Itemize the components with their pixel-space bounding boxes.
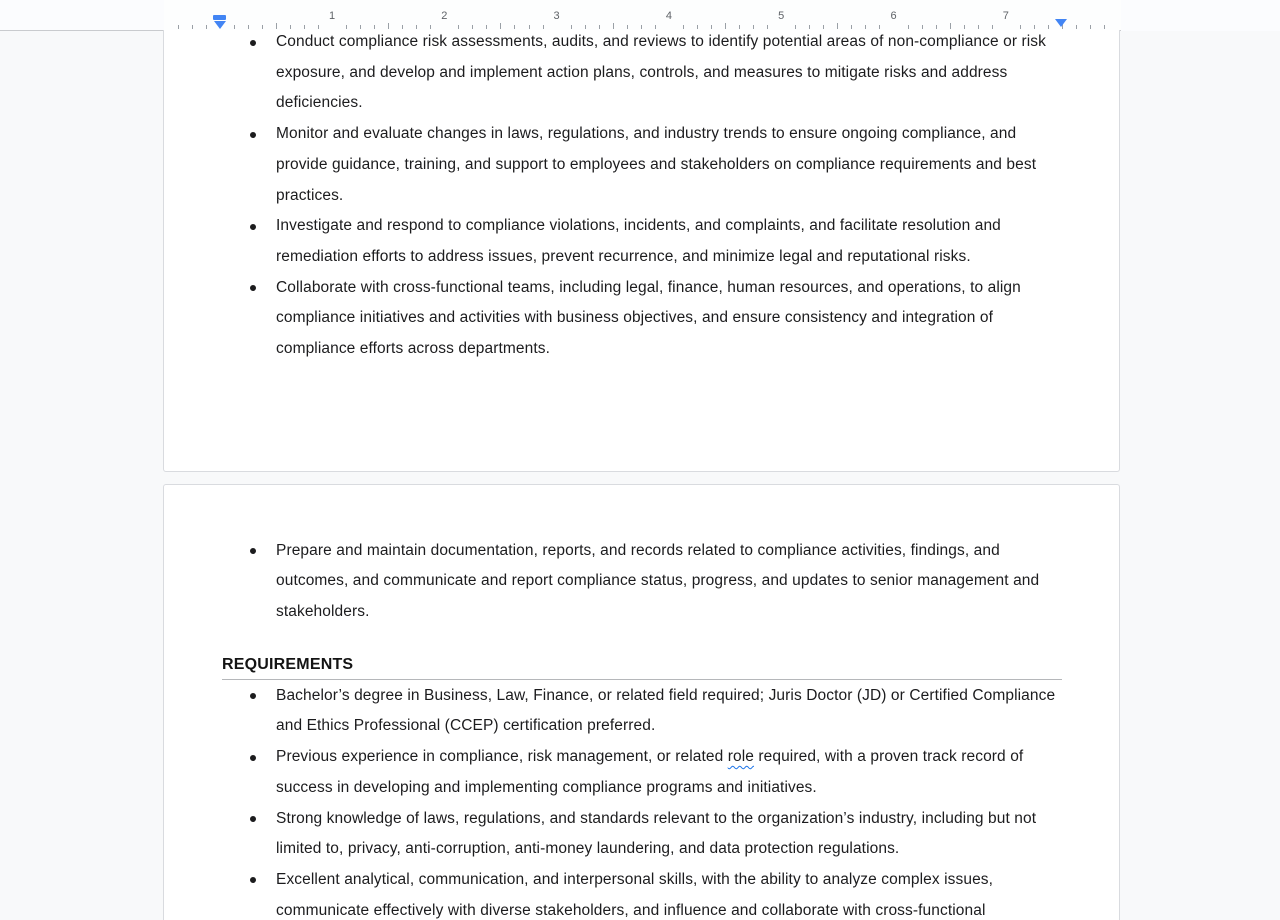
right-indent-triangle[interactable] bbox=[1055, 19, 1067, 27]
bullet-dot bbox=[250, 877, 256, 883]
bullet-text: Investigate and respond to compliance violations, incidents, and complaints, and facilitate resolution and remediation efforts to address issues, prevent recurrence, and minimize legal and reputational risks. bbox=[276, 217, 1001, 265]
ruler-inch-label: 7 bbox=[1002, 10, 1009, 22]
bullet-item[interactable] bbox=[276, 804, 1062, 865]
bullet-item[interactable] bbox=[276, 536, 1062, 628]
ruler-inch-label: 3 bbox=[553, 10, 560, 22]
right-indent-marker[interactable] bbox=[1055, 19, 1067, 27]
bullet-item[interactable] bbox=[276, 742, 1062, 803]
bullet-item[interactable] bbox=[276, 273, 1062, 365]
bullet-text: Excellent analytical, communication, and interpersonal skills, with the ability to analyze complex issues, communicate effectively with diverse stakeholders, and influence and collaborate with cross-functional bbox=[276, 870, 994, 919]
bullet-text: Conduct compliance risk assessments, audits, and reviews to identify potential areas of non-compliance or risk exposure, and develop and implement action plans, controls, and measures to mitigate risks and address deficiencies. bbox=[276, 33, 1046, 112]
horizontal-ruler[interactable] bbox=[164, 0, 1121, 30]
bullet-dot bbox=[250, 285, 256, 291]
grammar-suggestion-word[interactable]: role bbox=[727, 748, 754, 766]
requirements-heading[interactable]: REQUIREMENTS bbox=[222, 654, 1062, 680]
bullet-item[interactable] bbox=[276, 119, 1062, 211]
page-1-content bbox=[164, 27, 1119, 365]
bullet-text bbox=[276, 748, 1023, 796]
first-line-indent-marker[interactable] bbox=[213, 15, 226, 20]
bullet-item[interactable] bbox=[276, 681, 1062, 742]
bullet-dot bbox=[250, 755, 256, 761]
requirements-list bbox=[276, 681, 1062, 920]
bullet-dot bbox=[250, 40, 256, 46]
bullet-item[interactable] bbox=[276, 211, 1062, 272]
ruler-inch-label: 6 bbox=[890, 10, 897, 22]
ruler-inch-label: 4 bbox=[665, 10, 672, 22]
ruler-inch-label: 2 bbox=[441, 10, 448, 22]
document-page-1[interactable] bbox=[163, 30, 1120, 472]
bullet-dot bbox=[250, 693, 256, 699]
document-canvas bbox=[0, 31, 1280, 920]
bullet-text: Prepare and maintain documentation, reports, and records related to compliance activities, findings, and outcomes, and communicate and report compliance status, progress, and updates to senior management and stakeholders. bbox=[276, 541, 1040, 620]
responsibilities-list bbox=[276, 27, 1062, 365]
document-page-2[interactable] bbox=[163, 484, 1120, 920]
bullet-text: Bachelor’s degree in Business, Law, Finance, or related field required; Juris Doctor (JD) or Certified Compliance and Ethics Professional (CCEP) certification preferred. bbox=[276, 686, 1056, 735]
bullet-dot bbox=[250, 132, 256, 138]
page-2-content bbox=[164, 485, 1119, 920]
bullet-text: Collaborate with cross-functional teams, including legal, finance, human resources, and operations, to align compliance initiatives and activities with business objectives, and ensure consistency and integration of compliance efforts across departments. bbox=[276, 278, 1021, 358]
bullet-dot bbox=[250, 548, 256, 554]
bullet-text: Monitor and evaluate changes in laws, regulations, and industry trends to ensure ongoing compliance, and provide guidance, training, and support to employees and stakeholders on compliance requirements and best practices. bbox=[276, 125, 1037, 204]
bullet-text-segment: Previous experience in compliance, risk management, or related bbox=[276, 748, 728, 766]
bullet-text: Strong knowledge of laws, regulations, and standards relevant to the organization’s industry, including but not limited to, privacy, anti-corruption, anti-money laundering, and data protection regulations. bbox=[276, 809, 1037, 858]
ruler-inch-label: 1 bbox=[328, 10, 336, 22]
bullet-item[interactable] bbox=[276, 27, 1062, 119]
bullet-dot bbox=[250, 224, 256, 230]
bullet-dot bbox=[250, 816, 256, 822]
ruler-inch-label: 5 bbox=[778, 10, 785, 22]
bullet-text-segment: required, with a proven track record of success in developing and implementing compliance programs and initiatives. bbox=[276, 748, 1024, 796]
responsibilities-list-continued bbox=[276, 536, 1062, 628]
bullet-item[interactable] bbox=[276, 865, 1062, 920]
